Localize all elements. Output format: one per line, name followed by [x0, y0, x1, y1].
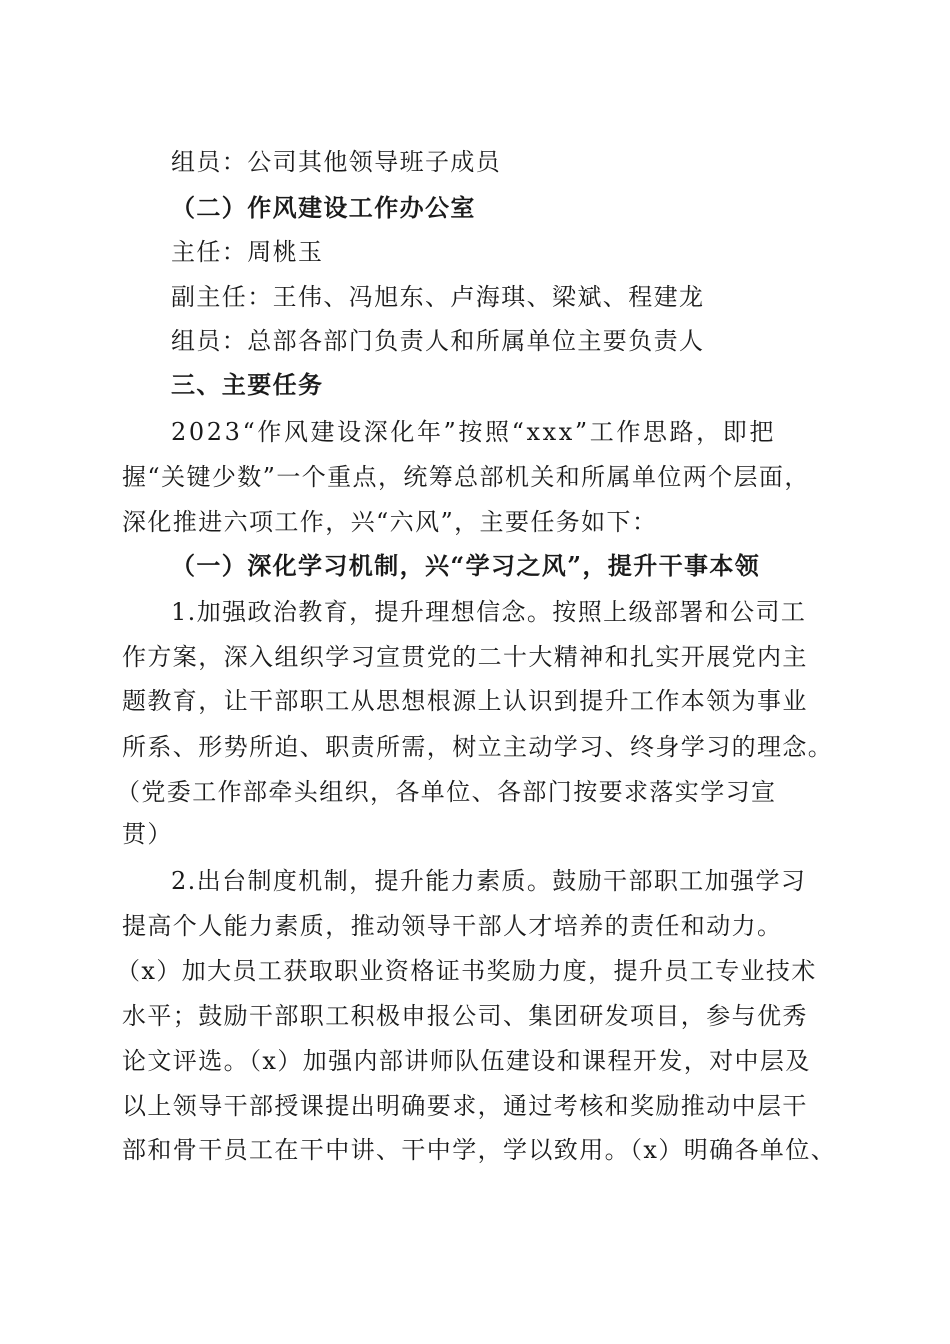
paragraph-line: 题教育，让干部职工从思想根源上认识到提升工作本领为事业 — [122, 687, 808, 715]
paragraph-line: 握“关键少数”一个重点，统筹总部机关和所属单位两个层面， — [122, 463, 810, 491]
paragraph-line: （x）加大员工获取职业资格证书奖励力度，提升员工专业技术 — [116, 957, 817, 985]
paragraph-line: 深化推进六项工作，兴“六风”，主要任务如下： — [122, 508, 658, 536]
subsection-heading-study: （一）深化学习机制，兴“学习之风”，提升干事本领 — [171, 551, 761, 580]
deputy-director-line: 副主任：王伟、冯旭东、卢海琪、梁斌、程建龙 — [171, 283, 705, 311]
director-line: 主任：周桃玉 — [171, 238, 324, 266]
paragraph-line: 作方案，深入组织学习宣贯党的二十大精神和扎实开展党内主 — [122, 643, 808, 671]
paragraph-line: 2.出台制度机制，提升能力素质。鼓励干部职工加强学习 — [171, 867, 807, 895]
paragraph-line: 所系、形势所迫、职责所需，树立主动学习、终身学习的理念。 — [122, 733, 834, 761]
subsection-heading-office: （二）作风建设工作办公室 — [171, 193, 476, 222]
paragraph-line: 2023“作风建设深化年”按照“xxx”工作思路，即把 — [171, 418, 776, 446]
paragraph-line: 贯） — [122, 820, 173, 848]
paragraph-line: 部和骨干员工在干中讲、干中学，学以致用。（x）明确各单位、 — [122, 1136, 837, 1164]
paragraph-line: 水平；鼓励干部职工积极申报公司、集团研发项目，参与优秀 — [122, 1002, 808, 1030]
paragraph-line: 1.加强政治教育，提升理想信念。按照上级部署和公司工 — [171, 598, 807, 626]
office-members-line: 组员：总部各部门负责人和所属单位主要负责人 — [171, 327, 705, 355]
paragraph-line: （党委工作部牵头组织，各单位、各部门按要求落实学习宣 — [116, 778, 777, 806]
paragraph-line: 论文评选。（x）加强内部讲师队伍建设和课程开发，对中层及 — [122, 1047, 811, 1075]
paragraph-line: 提高个人能力素质，推动领导干部人才培养的责任和动力。 — [122, 912, 783, 940]
paragraph-line: 以上领导干部授课提出明确要求，通过考核和奖励推动中层干 — [122, 1092, 808, 1120]
section-heading-main-tasks: 三、主要任务 — [171, 370, 324, 399]
team-members-line: 组员：公司其他领导班子成员 — [171, 148, 502, 176]
